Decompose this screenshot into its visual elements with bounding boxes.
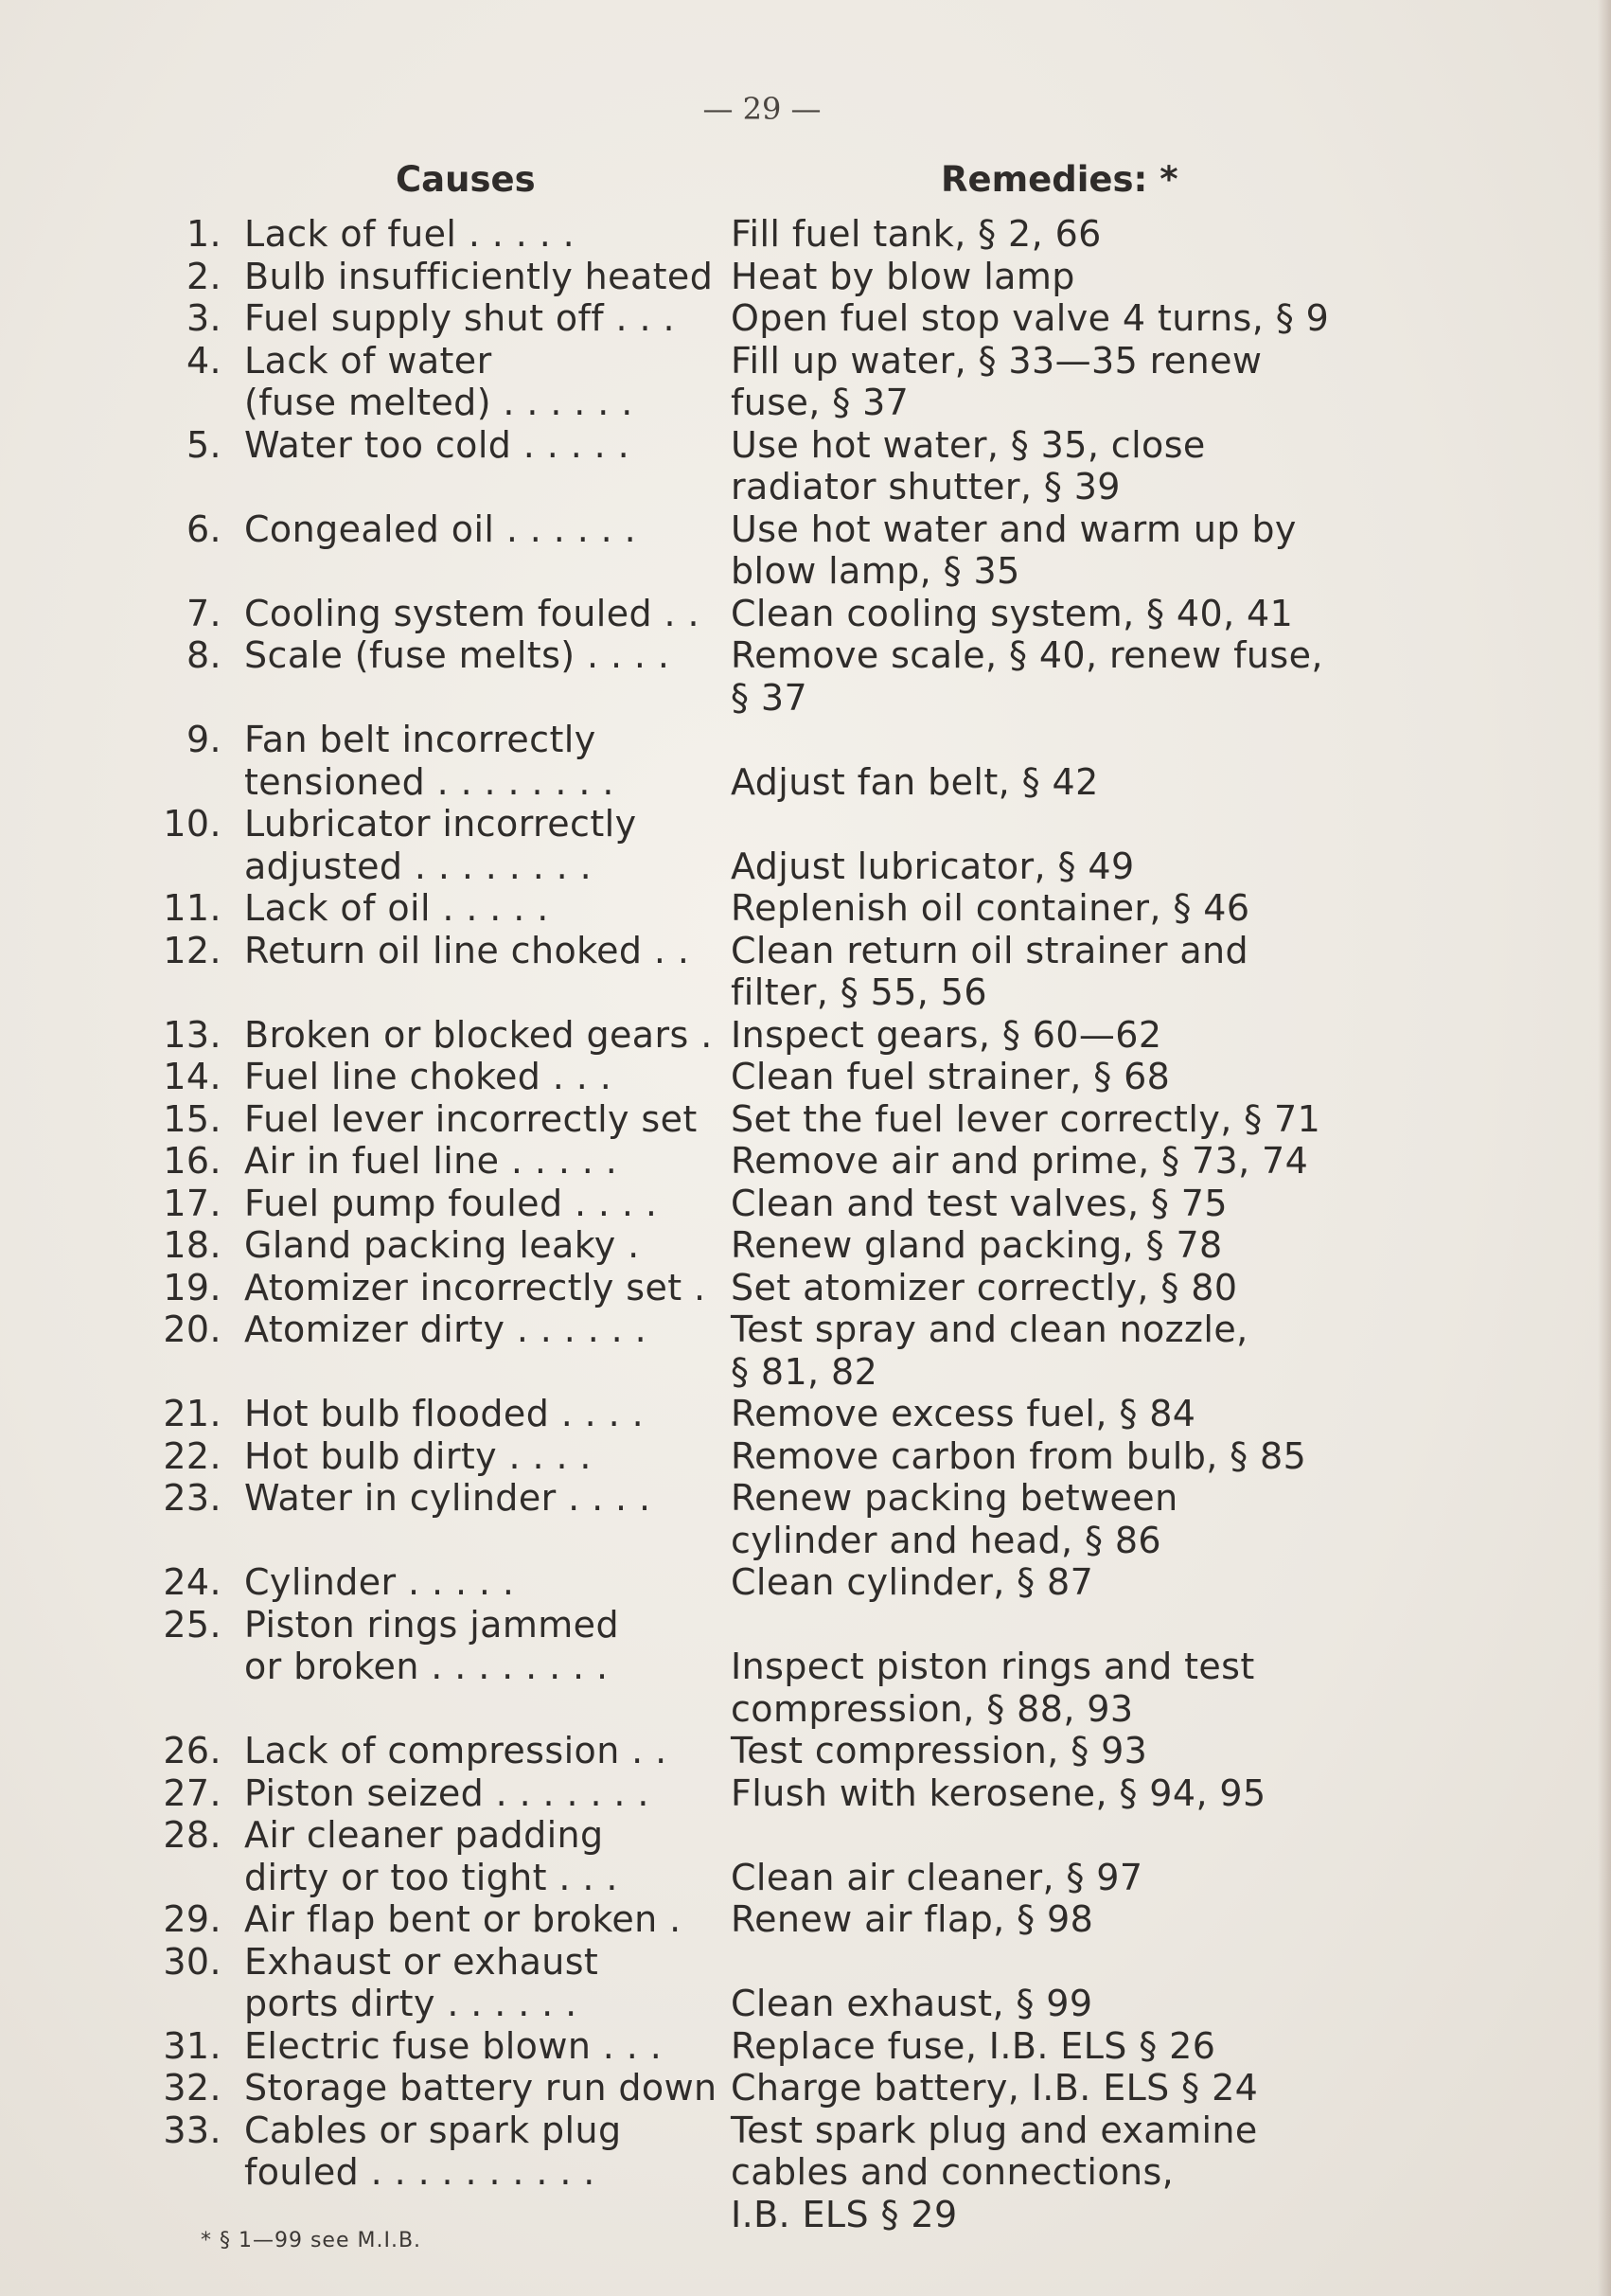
row-number: 24.: [163, 1561, 221, 1603]
table-row: [0, 1098, 1611, 1141]
row-number: 21.: [163, 1393, 221, 1434]
table-row: [0, 1941, 1611, 2025]
remedy-text: Inspect gears, § 60—62: [731, 1013, 1162, 1056]
remedy-text: Test spark plug and examine cables and connections, I.B. ELS § 29: [731, 2109, 1258, 2235]
row-number: 31.: [163, 2024, 221, 2067]
remedy-text: Renew packing between cylinder and head, § 86: [731, 1477, 1178, 1561]
row-number: 7.: [186, 592, 221, 634]
cause-text: Gland packing leaky .: [244, 1224, 640, 1266]
cause-text: Piston rings jammed or broken . . . . . . . .: [244, 1603, 619, 1687]
remedy-text: Renew air flap, § 98: [731, 1898, 1094, 1940]
cause-text: Lubricator incorrectly adjusted . . . . . . . .: [244, 803, 637, 887]
row-number: 2.: [186, 255, 221, 297]
remedy-text: Adjust fan belt, § 42: [731, 760, 1099, 803]
table-row: [0, 1014, 1611, 1057]
cause-text: Lack of fuel . . . . .: [244, 213, 575, 255]
cause-text: Cables or spark plug fouled . . . . . . . . . .: [244, 2109, 622, 2193]
table-row: [0, 1604, 1611, 1731]
remedy-text: Set atomizer correctly, § 80: [731, 1266, 1238, 1308]
table-row: [0, 256, 1611, 298]
remedy-text: Test spray and clean nozzle, § 81, 82: [731, 1308, 1248, 1393]
table-row: [0, 424, 1611, 508]
cause-text: Lack of water (fuse melted) . . . . . .: [244, 339, 633, 423]
table-row: [0, 1772, 1611, 1815]
cause-text: Cooling system fouled . .: [244, 592, 699, 634]
row-number: 1.: [186, 213, 221, 255]
table-row: [0, 1140, 1611, 1183]
cause-text: Air flap bent or broken .: [244, 1898, 682, 1940]
cause-text: Air cleaner padding dirty or too tight . . .: [244, 1814, 618, 1898]
table-row: [0, 1435, 1611, 1478]
remedy-text: Inspect piston rings and test compression, § 88, 93: [731, 1646, 1255, 1730]
cause-text: Fuel line choked . . .: [244, 1056, 612, 1097]
remedy-text: Use hot water, § 35, close radiator shutter, § 39: [731, 423, 1206, 507]
row-number: 33.: [163, 2109, 221, 2151]
remedy-text: Replace fuse, I.B. ELS § 26: [731, 2024, 1216, 2067]
remedy-text: Remove carbon from bulb, § 85: [731, 1434, 1307, 1477]
row-number: 19.: [163, 1266, 221, 1308]
row-number: 29.: [163, 1898, 221, 1940]
table-row: [0, 1056, 1611, 1098]
cause-text: Lack of oil . . . . .: [244, 887, 549, 929]
row-number: 25.: [163, 1603, 221, 1646]
table-row: [0, 2109, 1611, 2236]
remedy-text: Flush with kerosene, § 94, 95: [731, 1771, 1266, 1814]
table-row: [0, 2025, 1611, 2068]
remedy-text: Clean cooling system, § 40, 41: [731, 592, 1294, 634]
table-row: [0, 1814, 1611, 1898]
row-number: 13.: [163, 1013, 221, 1056]
table-row: [0, 887, 1611, 930]
remedy-text: Clean fuel strainer, § 68: [731, 1056, 1171, 1097]
row-number: 17.: [163, 1182, 221, 1224]
row-number: 23.: [163, 1477, 221, 1519]
cause-text: Water too cold . . . . .: [244, 423, 630, 466]
table-row: [0, 508, 1611, 593]
cause-text: Air in fuel line . . . . .: [244, 1140, 618, 1182]
remedy-text: Heat by blow lamp: [731, 255, 1075, 297]
remedy-text: Open fuel stop valve 4 turns, § 9: [731, 297, 1330, 339]
row-number: 26.: [163, 1730, 221, 1771]
cause-text: Atomizer incorrectly set .: [244, 1266, 706, 1308]
table-row: [0, 593, 1611, 635]
cause-text: Return oil line choked . .: [244, 929, 690, 971]
table-row: [0, 1224, 1611, 1267]
row-number: 18.: [163, 1224, 221, 1266]
remedy-text: Clean air cleaner, § 97: [731, 1856, 1143, 1898]
row-number: 11.: [163, 887, 221, 929]
row-number: 30.: [163, 1940, 221, 1983]
table-row: [0, 2067, 1611, 2109]
table-row: [0, 1730, 1611, 1772]
row-number: 8.: [186, 634, 221, 676]
row-number: 5.: [186, 423, 221, 466]
table-row: [0, 297, 1611, 340]
row-number: 28.: [163, 1814, 221, 1856]
remedy-text: Fill up water, § 33—35 renew fuse, § 37: [731, 339, 1263, 423]
table-row: [0, 1308, 1611, 1393]
cause-text: Hot bulb dirty . . . .: [244, 1434, 592, 1477]
remedy-text: Test compression, § 93: [731, 1730, 1148, 1771]
remedy-text: Set the fuel lever correctly, § 71: [731, 1097, 1321, 1140]
remedy-text: Remove air and prime, § 73, 74: [731, 1140, 1309, 1182]
table-row: [0, 634, 1611, 719]
page-number: — 29 —: [702, 91, 822, 127]
remedy-text: Replenish oil container, § 46: [731, 887, 1250, 929]
row-number: 10.: [163, 803, 221, 845]
table-row: [0, 1267, 1611, 1309]
cause-text: Broken or blocked gears .: [244, 1013, 713, 1056]
row-number: 14.: [163, 1056, 221, 1097]
table-row: [0, 213, 1611, 256]
remedies-header: Remedies: *: [941, 159, 1178, 200]
table-row: [0, 930, 1611, 1014]
cause-text: Fuel pump fouled . . . .: [244, 1182, 658, 1224]
table-row: [0, 1393, 1611, 1435]
cause-text: Cylinder . . . . .: [244, 1561, 515, 1603]
table-row: [0, 1561, 1611, 1604]
remedy-text: Adjust lubricator, § 49: [731, 845, 1135, 887]
cause-text: Bulb insufficiently heated: [244, 255, 714, 297]
table-row: [0, 1183, 1611, 1225]
cause-text: Exhaust or exhaust ports dirty . . . . . .: [244, 1940, 599, 2024]
row-number: 6.: [186, 507, 221, 550]
remedy-text: Clean return oil strainer and filter, § 55, 56: [731, 929, 1249, 1013]
row-number: 16.: [163, 1140, 221, 1182]
remedy-text: Use hot water and warm up by blow lamp, § 35: [731, 507, 1297, 592]
table-row: [0, 719, 1611, 803]
cause-text: Piston seized . . . . . . .: [244, 1771, 649, 1814]
row-number: 27.: [163, 1771, 221, 1814]
cause-text: Lack of compression . .: [244, 1730, 667, 1771]
row-number: 4.: [186, 339, 221, 382]
remedy-text: Remove excess fuel, § 84: [731, 1393, 1196, 1434]
cause-text: Fuel supply shut off . . .: [244, 297, 675, 339]
row-number: 9.: [186, 719, 221, 760]
cause-text: Scale (fuse melts) . . . .: [244, 634, 670, 676]
row-number: 20.: [163, 1308, 221, 1350]
causes-header: Causes: [396, 159, 536, 200]
cause-text: Fuel lever incorrectly set: [244, 1097, 698, 1140]
remedy-text: Fill fuel tank, § 2, 66: [731, 213, 1102, 255]
remedy-text: Clean and test valves, § 75: [731, 1182, 1228, 1224]
remedy-text: Charge battery, I.B. ELS § 24: [731, 2067, 1259, 2109]
cause-text: Atomizer dirty . . . . . .: [244, 1308, 647, 1350]
table-row: [0, 1477, 1611, 1561]
row-number: 12.: [163, 929, 221, 971]
row-number: 3.: [186, 297, 221, 339]
remedy-text: Clean exhaust, § 99: [731, 1983, 1093, 2024]
table-row: [0, 1898, 1611, 1941]
table-row: [0, 803, 1611, 887]
remedy-text: Remove scale, § 40, renew fuse, § 37: [731, 634, 1323, 719]
remedy-text: Renew gland packing, § 78: [731, 1224, 1223, 1266]
row-number: 15.: [163, 1097, 221, 1140]
row-number: 22.: [163, 1434, 221, 1477]
cause-text: Fan belt incorrectly tensioned . . . . . . . .: [244, 719, 614, 803]
remedy-text: Clean cylinder, § 87: [731, 1561, 1094, 1603]
cause-text: Hot bulb flooded . . . .: [244, 1393, 645, 1434]
cause-text: Storage battery run down: [244, 2067, 717, 2109]
cause-text: Water in cylinder . . . .: [244, 1477, 651, 1519]
cause-text: Electric fuse blown . . .: [244, 2024, 663, 2067]
row-number: 32.: [163, 2067, 221, 2109]
troubleshooting-table: [0, 213, 1611, 2235]
cause-text: Congealed oil . . . . . .: [244, 507, 637, 550]
footnote: * § 1—99 see M.I.B.: [201, 2229, 422, 2252]
table-row: [0, 340, 1611, 424]
